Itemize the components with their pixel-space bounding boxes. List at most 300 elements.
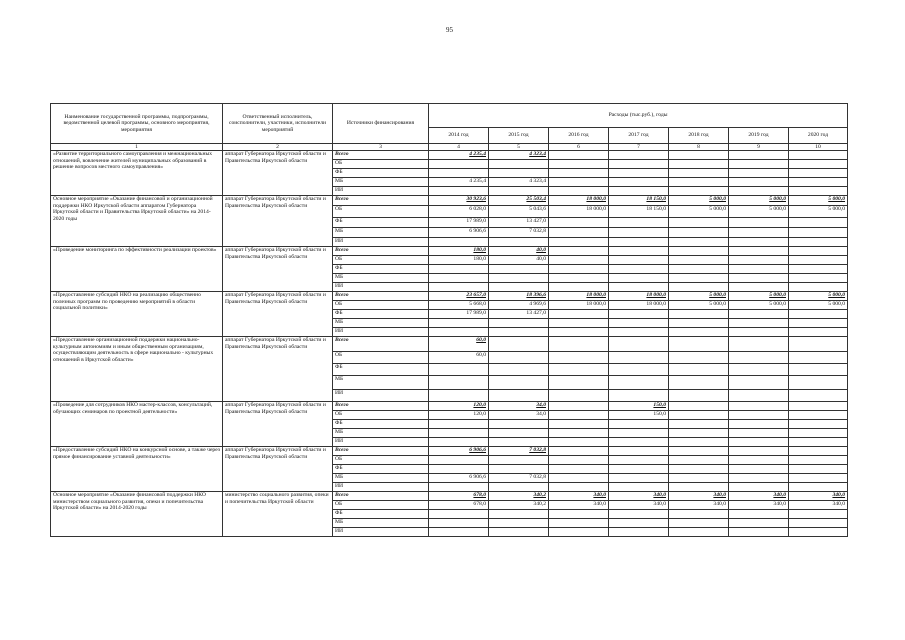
amount-cell: [789, 352, 848, 364]
table-row: [51, 447, 848, 456]
amount-cell: 120,0: [429, 402, 489, 411]
amount-cell: [489, 319, 549, 328]
funding-source: МБ: [333, 319, 429, 328]
amount-cell: [669, 364, 729, 376]
amount-cell: [729, 364, 789, 376]
amount-cell: [429, 456, 489, 465]
index-cell: 4: [429, 144, 489, 151]
amount-cell: [789, 178, 848, 187]
amount-cell: [729, 265, 789, 274]
amount-cell: [609, 178, 669, 187]
responsible-executor: аппарат Губернатора Иркутской области и Правительства Иркутской области: [223, 337, 333, 402]
index-cell: 9: [729, 144, 789, 151]
funding-source: Всего: [333, 247, 429, 256]
amount-cell: [789, 238, 848, 247]
amount-cell: 34,0: [489, 411, 549, 420]
index-cell: 2: [223, 144, 333, 151]
amount-cell: [429, 420, 489, 429]
amount-cell: [789, 151, 848, 160]
funding-source: ОБ: [333, 160, 429, 169]
amount-cell: [549, 420, 609, 429]
amount-cell: [789, 447, 848, 456]
amount-cell: [429, 519, 489, 528]
header-year: 2020 год: [789, 128, 848, 144]
amount-cell: [729, 447, 789, 456]
header-year: 2018 год: [669, 128, 729, 144]
amount-cell: 18 150,0: [609, 206, 669, 218]
header-year: 2014 год: [429, 128, 489, 144]
amount-cell: [669, 402, 729, 411]
amount-cell: [669, 337, 729, 352]
funding-source: ОБ: [333, 456, 429, 465]
amount-cell: [489, 438, 549, 447]
amount-cell: [609, 151, 669, 160]
amount-cell: [729, 328, 789, 337]
amount-cell: [429, 429, 489, 438]
index-cell: 5: [489, 144, 549, 151]
activity-name: «Предоставление субсидий НКО на реализацию общественно полезных программ по проведению мероприятий в области социальной политики»: [51, 292, 223, 337]
amount-cell: [609, 474, 669, 483]
amount-cell: [669, 483, 729, 492]
amount-cell: 180,0: [429, 247, 489, 256]
amount-cell: [429, 319, 489, 328]
amount-cell: [549, 528, 609, 537]
amount-cell: 5 000,0: [729, 196, 789, 206]
amount-cell: [669, 228, 729, 238]
amount-cell: 18 000,0: [549, 196, 609, 206]
amount-cell: [549, 364, 609, 376]
amount-cell: [549, 519, 609, 528]
table-row: [51, 292, 848, 301]
amount-cell: [669, 456, 729, 465]
amount-cell: 6 906,6: [429, 228, 489, 238]
amount-cell: [429, 376, 489, 390]
amount-cell: [729, 247, 789, 256]
amount-cell: [789, 411, 848, 420]
page-number: 95: [446, 26, 453, 34]
amount-cell: [429, 328, 489, 337]
amount-cell: [669, 429, 729, 438]
amount-cell: [609, 265, 669, 274]
funding-source: ИИ: [333, 187, 429, 196]
activity-name: «Предоставление субсидий НКО на конкурсной основе, а также через прямое финансирование уставной деятельности»: [51, 447, 223, 492]
funding-source: ИИ: [333, 390, 429, 402]
amount-cell: [789, 474, 848, 483]
index-cell: 10: [789, 144, 848, 151]
amount-cell: 5 000,0: [669, 292, 729, 301]
amount-cell: [729, 402, 789, 411]
amount-cell: [609, 187, 669, 196]
amount-cell: [549, 274, 609, 283]
amount-cell: [489, 274, 549, 283]
amount-cell: [789, 402, 848, 411]
amount-cell: [669, 390, 729, 402]
amount-cell: [729, 238, 789, 247]
amount-cell: [549, 510, 609, 519]
amount-cell: [669, 447, 729, 456]
amount-cell: [609, 528, 669, 537]
amount-cell: [429, 465, 489, 474]
amount-cell: [669, 283, 729, 292]
amount-cell: [729, 218, 789, 228]
funding-source: Всего: [333, 337, 429, 352]
amount-cell: 678,0: [429, 492, 489, 501]
amount-cell: [789, 510, 848, 519]
amount-cell: 180,0: [429, 256, 489, 265]
table-row: [51, 151, 848, 160]
amount-cell: [609, 352, 669, 364]
amount-cell: [549, 256, 609, 265]
header-name: Наименование государственной программы, подпрограммы, ведомственной целевой программы, основного мероприятия, мероприятия: [51, 104, 223, 144]
amount-cell: [729, 178, 789, 187]
amount-cell: 340,0: [789, 492, 848, 501]
funding-source: ОБ: [333, 301, 429, 310]
activity-name: «Проведение мониторинга по эффективности реализации проектов»: [51, 247, 223, 292]
amount-cell: [789, 519, 848, 528]
amount-cell: [789, 247, 848, 256]
amount-cell: [729, 465, 789, 474]
funding-source: ИИ: [333, 283, 429, 292]
amount-cell: [489, 160, 549, 169]
amount-cell: 4 323,4: [489, 151, 549, 160]
amount-cell: 6 028,0: [429, 206, 489, 218]
funding-source: Всего: [333, 492, 429, 501]
amount-cell: [549, 187, 609, 196]
amount-cell: 34,0: [489, 402, 549, 411]
amount-cell: [669, 328, 729, 337]
amount-cell: [669, 238, 729, 247]
amount-cell: [729, 456, 789, 465]
index-cell: 6: [549, 144, 609, 151]
amount-cell: [669, 265, 729, 274]
amount-cell: [789, 256, 848, 265]
amount-cell: [729, 519, 789, 528]
amount-cell: [489, 187, 549, 196]
amount-cell: 340,0: [669, 492, 729, 501]
amount-cell: [489, 337, 549, 352]
amount-cell: 6 906,6: [429, 447, 489, 456]
table-row: [51, 402, 848, 411]
amount-cell: [489, 364, 549, 376]
amount-cell: [429, 510, 489, 519]
amount-cell: [729, 151, 789, 160]
amount-cell: [789, 456, 848, 465]
amount-cell: [669, 310, 729, 319]
amount-cell: [609, 376, 669, 390]
amount-cell: [789, 483, 848, 492]
amount-cell: [549, 402, 609, 411]
amount-cell: [789, 310, 848, 319]
table-row: [51, 337, 848, 352]
amount-cell: [609, 465, 669, 474]
amount-cell: [429, 169, 489, 178]
funding-source: ОБ: [333, 206, 429, 218]
amount-cell: 4 323,4: [489, 178, 549, 187]
amount-cell: [609, 390, 669, 402]
amount-cell: [489, 483, 549, 492]
amount-cell: [669, 352, 729, 364]
activity-name: «Предоставление организационной поддержки национально-культурным автономиям и иным общественным организациям, осуществляющим деятельность в сфере национально - культурных отношений в Иркутской области»: [51, 337, 223, 402]
header-year: 2019 год: [729, 128, 789, 144]
amount-cell: [669, 319, 729, 328]
amount-cell: [549, 474, 609, 483]
amount-cell: [609, 364, 669, 376]
amount-cell: 40,0: [489, 247, 549, 256]
funding-source: Всего: [333, 196, 429, 206]
amount-cell: [609, 510, 669, 519]
amount-cell: [669, 247, 729, 256]
amount-cell: [729, 274, 789, 283]
funding-source: ФБ: [333, 310, 429, 319]
amount-cell: 17 989,0: [429, 310, 489, 319]
funding-source: ФБ: [333, 218, 429, 228]
index-row: [51, 144, 848, 151]
amount-cell: 25 503,4: [489, 196, 549, 206]
funding-source: Всего: [333, 151, 429, 160]
amount-cell: [789, 228, 848, 238]
amount-cell: [429, 274, 489, 283]
header-year: 2017 год: [609, 128, 669, 144]
amount-cell: 4 235,4: [429, 151, 489, 160]
amount-cell: 678,0: [429, 501, 489, 510]
amount-cell: [669, 274, 729, 283]
activity-name: Основное мероприятие «Оказание финансовой и организационной поддержки НКО Иркутской области аппаратом Губернатора Иркутской области и Правительства Иркутской области» на 2014-2020 годы: [51, 196, 223, 247]
amount-cell: [609, 247, 669, 256]
amount-cell: 150,0: [609, 402, 669, 411]
amount-cell: [489, 238, 549, 247]
amount-cell: 340,0: [549, 492, 609, 501]
funding-source: Всего: [333, 447, 429, 456]
amount-cell: [489, 510, 549, 519]
amount-cell: [489, 352, 549, 364]
amount-cell: [609, 420, 669, 429]
amount-cell: 340,0: [729, 501, 789, 510]
funding-source: ИИ: [333, 238, 429, 247]
amount-cell: 18 396,6: [489, 292, 549, 301]
amount-cell: [429, 364, 489, 376]
funding-source: МБ: [333, 519, 429, 528]
amount-cell: [609, 228, 669, 238]
activity-name: «Развитие территориального самоуправления и межнациональных отношений, вовлечение жителей муниципальных образований в решение вопросов местного самоуправления»: [51, 151, 223, 196]
amount-cell: [729, 376, 789, 390]
amount-cell: [549, 238, 609, 247]
amount-cell: [729, 390, 789, 402]
amount-cell: 5 000,0: [789, 206, 848, 218]
amount-cell: [789, 420, 848, 429]
amount-cell: [729, 337, 789, 352]
funding-source: МБ: [333, 274, 429, 283]
amount-cell: [729, 411, 789, 420]
funding-source: ФБ: [333, 420, 429, 429]
amount-cell: [549, 438, 609, 447]
financing-table: [50, 103, 848, 537]
amount-cell: [489, 420, 549, 429]
amount-cell: [609, 429, 669, 438]
amount-cell: [549, 151, 609, 160]
index-cell: 7: [609, 144, 669, 151]
funding-source: ИИ: [333, 528, 429, 537]
amount-cell: [729, 228, 789, 238]
amount-cell: [429, 390, 489, 402]
amount-cell: [789, 319, 848, 328]
responsible-executor: министерство социального развития, опеки и попечительства Иркутской области: [223, 492, 333, 537]
amount-cell: [669, 528, 729, 537]
amount-cell: 4 235,4: [429, 178, 489, 187]
amount-cell: 13 427,0: [489, 310, 549, 319]
amount-cell: [549, 178, 609, 187]
amount-cell: [669, 465, 729, 474]
amount-cell: [609, 483, 669, 492]
amount-cell: [489, 465, 549, 474]
amount-cell: 5 000,0: [669, 206, 729, 218]
activity-name: Основное мероприятие «Оказание финансовой поддержки НКО министерством социального развития, опеки и попечительства Иркутской области» на 2014-2020 годы: [51, 492, 223, 537]
amount-cell: [609, 160, 669, 169]
amount-cell: 4 969,6: [489, 301, 549, 310]
amount-cell: 340,0: [729, 492, 789, 501]
amount-cell: [489, 390, 549, 402]
amount-cell: 30 923,6: [429, 196, 489, 206]
amount-cell: [549, 247, 609, 256]
amount-cell: [429, 238, 489, 247]
amount-cell: 120,0: [429, 411, 489, 420]
amount-cell: [669, 169, 729, 178]
amount-cell: [549, 283, 609, 292]
amount-cell: [729, 420, 789, 429]
amount-cell: [729, 283, 789, 292]
funding-source: ОБ: [333, 411, 429, 420]
funding-source: Всего: [333, 402, 429, 411]
amount-cell: [609, 310, 669, 319]
amount-cell: [789, 274, 848, 283]
amount-cell: [489, 456, 549, 465]
amount-cell: [729, 352, 789, 364]
amount-cell: [549, 447, 609, 456]
responsible-executor: аппарат Губернатора Иркутской области и Правительства Иркутской области: [223, 151, 333, 196]
amount-cell: 5 000,0: [789, 292, 848, 301]
amount-cell: [489, 429, 549, 438]
amount-cell: 5 000,0: [729, 292, 789, 301]
amount-cell: [669, 376, 729, 390]
amount-cell: [549, 376, 609, 390]
amount-cell: [609, 274, 669, 283]
funding-source: ОБ: [333, 256, 429, 265]
amount-cell: [549, 411, 609, 420]
amount-cell: [549, 456, 609, 465]
amount-cell: [789, 438, 848, 447]
funding-source: МБ: [333, 474, 429, 483]
funding-source: ИИ: [333, 483, 429, 492]
amount-cell: 5 000,0: [669, 196, 729, 206]
amount-cell: 340,2: [489, 501, 549, 510]
amount-cell: [549, 169, 609, 178]
funding-source: ИИ: [333, 438, 429, 447]
amount-cell: [669, 474, 729, 483]
amount-cell: [729, 438, 789, 447]
funding-source: МБ: [333, 376, 429, 390]
responsible-executor: аппарат Губернатора Иркутской области и Правительства Иркутской области: [223, 447, 333, 492]
amount-cell: 340,0: [549, 501, 609, 510]
amount-cell: [609, 218, 669, 228]
funding-source: ОБ: [333, 501, 429, 510]
amount-cell: [549, 429, 609, 438]
amount-cell: [549, 390, 609, 402]
amount-cell: [669, 411, 729, 420]
amount-cell: [669, 519, 729, 528]
amount-cell: 5 000,0: [789, 196, 848, 206]
amount-cell: 340,2: [489, 492, 549, 501]
amount-cell: [549, 160, 609, 169]
funding-source: ОБ: [333, 352, 429, 364]
responsible-executor: аппарат Губернатора Иркутской области и Правительства Иркутской области: [223, 196, 333, 247]
amount-cell: [789, 218, 848, 228]
amount-cell: [549, 319, 609, 328]
amount-cell: [789, 328, 848, 337]
funding-source: ИИ: [333, 328, 429, 337]
funding-source: ФБ: [333, 265, 429, 274]
amount-cell: [609, 519, 669, 528]
amount-cell: [609, 238, 669, 247]
funding-source: Всего: [333, 292, 429, 301]
amount-cell: 40,0: [489, 256, 549, 265]
amount-cell: [789, 265, 848, 274]
amount-cell: [609, 256, 669, 265]
amount-cell: [549, 328, 609, 337]
header-year: 2016 год: [549, 128, 609, 144]
amount-cell: [729, 483, 789, 492]
amount-cell: [729, 474, 789, 483]
amount-cell: [429, 160, 489, 169]
table-body: [51, 151, 848, 537]
amount-cell: [729, 528, 789, 537]
amount-cell: [489, 283, 549, 292]
amount-cell: 6 906,6: [429, 474, 489, 483]
amount-cell: [549, 228, 609, 238]
amount-cell: [549, 265, 609, 274]
index-cell: 8: [669, 144, 729, 151]
activity-name: «Проведение для сотрудников НКО мастер-классов, консультаций, обучающих семинаров по проектной деятельности»: [51, 402, 223, 447]
amount-cell: 150,0: [609, 411, 669, 420]
amount-cell: 7 032,8: [489, 228, 549, 238]
amount-cell: [789, 528, 848, 537]
amount-cell: [489, 265, 549, 274]
table-row: [51, 196, 848, 206]
funding-source: ФБ: [333, 364, 429, 376]
amount-cell: [489, 519, 549, 528]
amount-cell: 5 000,0: [669, 301, 729, 310]
amount-cell: [729, 160, 789, 169]
amount-cell: [669, 151, 729, 160]
amount-cell: [729, 187, 789, 196]
amount-cell: [609, 438, 669, 447]
responsible-executor: аппарат Губернатора Иркутской области и Правительства Иркутской области: [223, 247, 333, 292]
amount-cell: [729, 319, 789, 328]
amount-cell: [429, 438, 489, 447]
amount-cell: [549, 218, 609, 228]
amount-cell: [729, 510, 789, 519]
amount-cell: 18 000,0: [549, 206, 609, 218]
table-row: [51, 492, 848, 501]
amount-cell: 18 000,0: [609, 301, 669, 310]
amount-cell: 23 657,0: [429, 292, 489, 301]
amount-cell: [429, 187, 489, 196]
amount-cell: [669, 420, 729, 429]
amount-cell: 5 000,0: [729, 301, 789, 310]
header-responsible: Ответственный исполнитель, соисполнители, участники, исполнители мероприятий: [223, 104, 333, 144]
amount-cell: [789, 376, 848, 390]
amount-cell: [789, 465, 848, 474]
amount-cell: [549, 337, 609, 352]
amount-cell: [609, 169, 669, 178]
